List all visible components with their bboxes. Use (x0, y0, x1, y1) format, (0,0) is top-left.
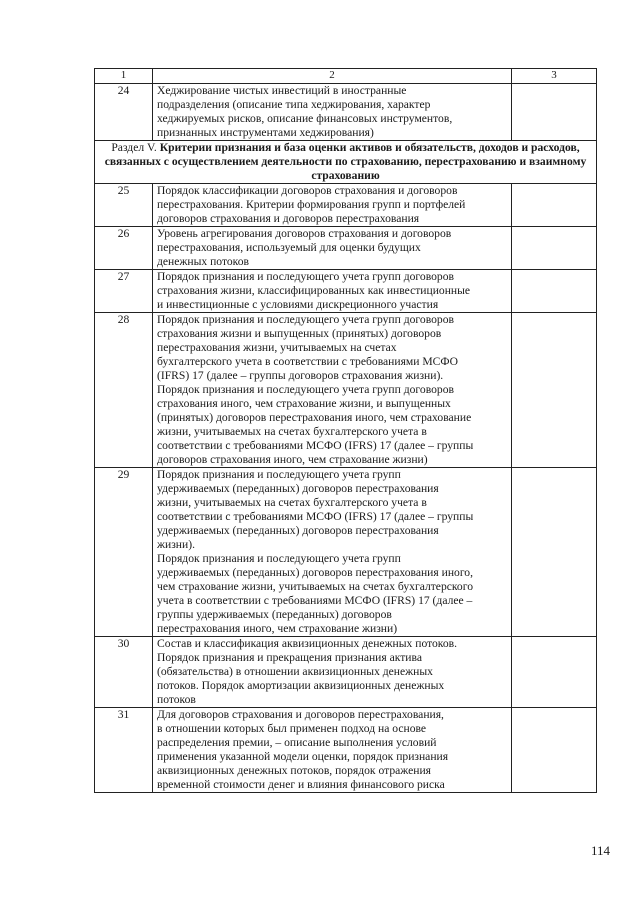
header-col-2: 2 (153, 69, 512, 84)
table-row (95, 84, 597, 141)
section-heading (95, 141, 597, 184)
row-text: Порядок признания и последующего учета групп удерживаемых (переданных) договоров перестрахования жизни, учитываемых на счетах бухгалтерского учета в соответствии с требованиями МСФО (IFRS) 17 (далее – группы удерживаемых (переданных) договоров перестрахования жизни). Порядок признания и последующего учета групп удерживаемых (переданных) договоров перестрахования иного, чем страхование жизни, учитываемых на счетах бухгалтерского учета в соответствии с требованиями МСФО (IFRS) 17 (далее – группы удерживаемых (переданных) договоров перестрахования иного, чем страхование жизни) (153, 468, 512, 637)
row-text: Порядок признания и последующего учета групп договоров страхования жизни, классифицированных как инвестиционные и инвестиционные с условиями дискреционного участия (153, 270, 512, 313)
table-row (95, 708, 597, 793)
table-row (95, 637, 597, 708)
row-number: 27 (95, 270, 153, 313)
table-row (95, 270, 597, 313)
page-number: 114 (590, 843, 610, 858)
table-header-row (95, 69, 597, 84)
section-title: Критерии признания и база оценки активов и обязательств, доходов и расходов, связанных с осуществлением деятельности по страхованию, перестрахованию и взаимному страхованию (104, 141, 587, 182)
table-row (95, 184, 597, 227)
row-col3 (512, 227, 597, 270)
table-row (95, 313, 597, 468)
row-col3 (512, 184, 597, 227)
row-number: 25 (95, 184, 153, 227)
section-prefix: Раздел V. (111, 141, 160, 154)
row-number: 29 (95, 468, 153, 637)
table-row (95, 468, 597, 637)
row-text: Для договоров страхования и договоров перестрахования, в отношении которых был применен подход на основе распределения премии, – описание выполнения условий применения указанной модели оценки, порядок признания аквизиционных денежных потоков, порядок отражения временной стоимости денег и влияния финансового риска (153, 708, 512, 793)
row-text: Хеджирование чистых инвестиций в иностранные подразделения (описание типа хеджирования, характер хеджируемых рисков, описание финансовых инструментов, признанных инструментами хеджирования) (153, 84, 512, 141)
row-text: Уровень агрегирования договоров страхования и договоров перестрахования, используемый для оценки будущих денежных потоков (153, 227, 512, 270)
row-text: Состав и классификация аквизиционных денежных потоков. Порядок признания и прекращения признания актива (обязательства) в отношении аквизиционных денежных потоков. Порядок амортизации аквизиционных денежных потоков (153, 637, 512, 708)
row-number: 30 (95, 637, 153, 708)
section-row (95, 141, 597, 184)
header-col-1: 1 (95, 69, 153, 84)
row-number: 31 (95, 708, 153, 793)
row-col3 (512, 313, 597, 468)
header-col-3: 3 (512, 69, 597, 84)
row-text: Порядок признания и последующего учета групп договоров страхования жизни и выпущенных (принятых) договоров перестрахования жизни, учитываемых на счетах бухгалтерского учета в соответствии с требованиями МСФО (IFRS) 17 (далее – группы договоров страхования жизни). Порядок признания и последующего учета групп договоров страхования иного, чем страхование жизни, и выпущенных (принятых) договоров перестрахования иного, чем страхование жизни, учитываемых на счетах бухгалтерского учета в соответствии с требованиями МСФО (IFRS) 17 (далее – группы договоров страхования иного, чем страхование жизни) (153, 313, 512, 468)
row-number: 26 (95, 227, 153, 270)
table-row (95, 227, 597, 270)
row-col3 (512, 84, 597, 141)
row-col3 (512, 637, 597, 708)
row-col3 (512, 270, 597, 313)
row-text: Порядок классификации договоров страхования и договоров перестрахования. Критерии формирования групп и портфелей договоров страхования и договоров перестрахования (153, 184, 512, 227)
row-number: 24 (95, 84, 153, 141)
row-col3 (512, 468, 597, 637)
row-col3 (512, 708, 597, 793)
row-number: 28 (95, 313, 153, 468)
document-table (94, 68, 597, 793)
